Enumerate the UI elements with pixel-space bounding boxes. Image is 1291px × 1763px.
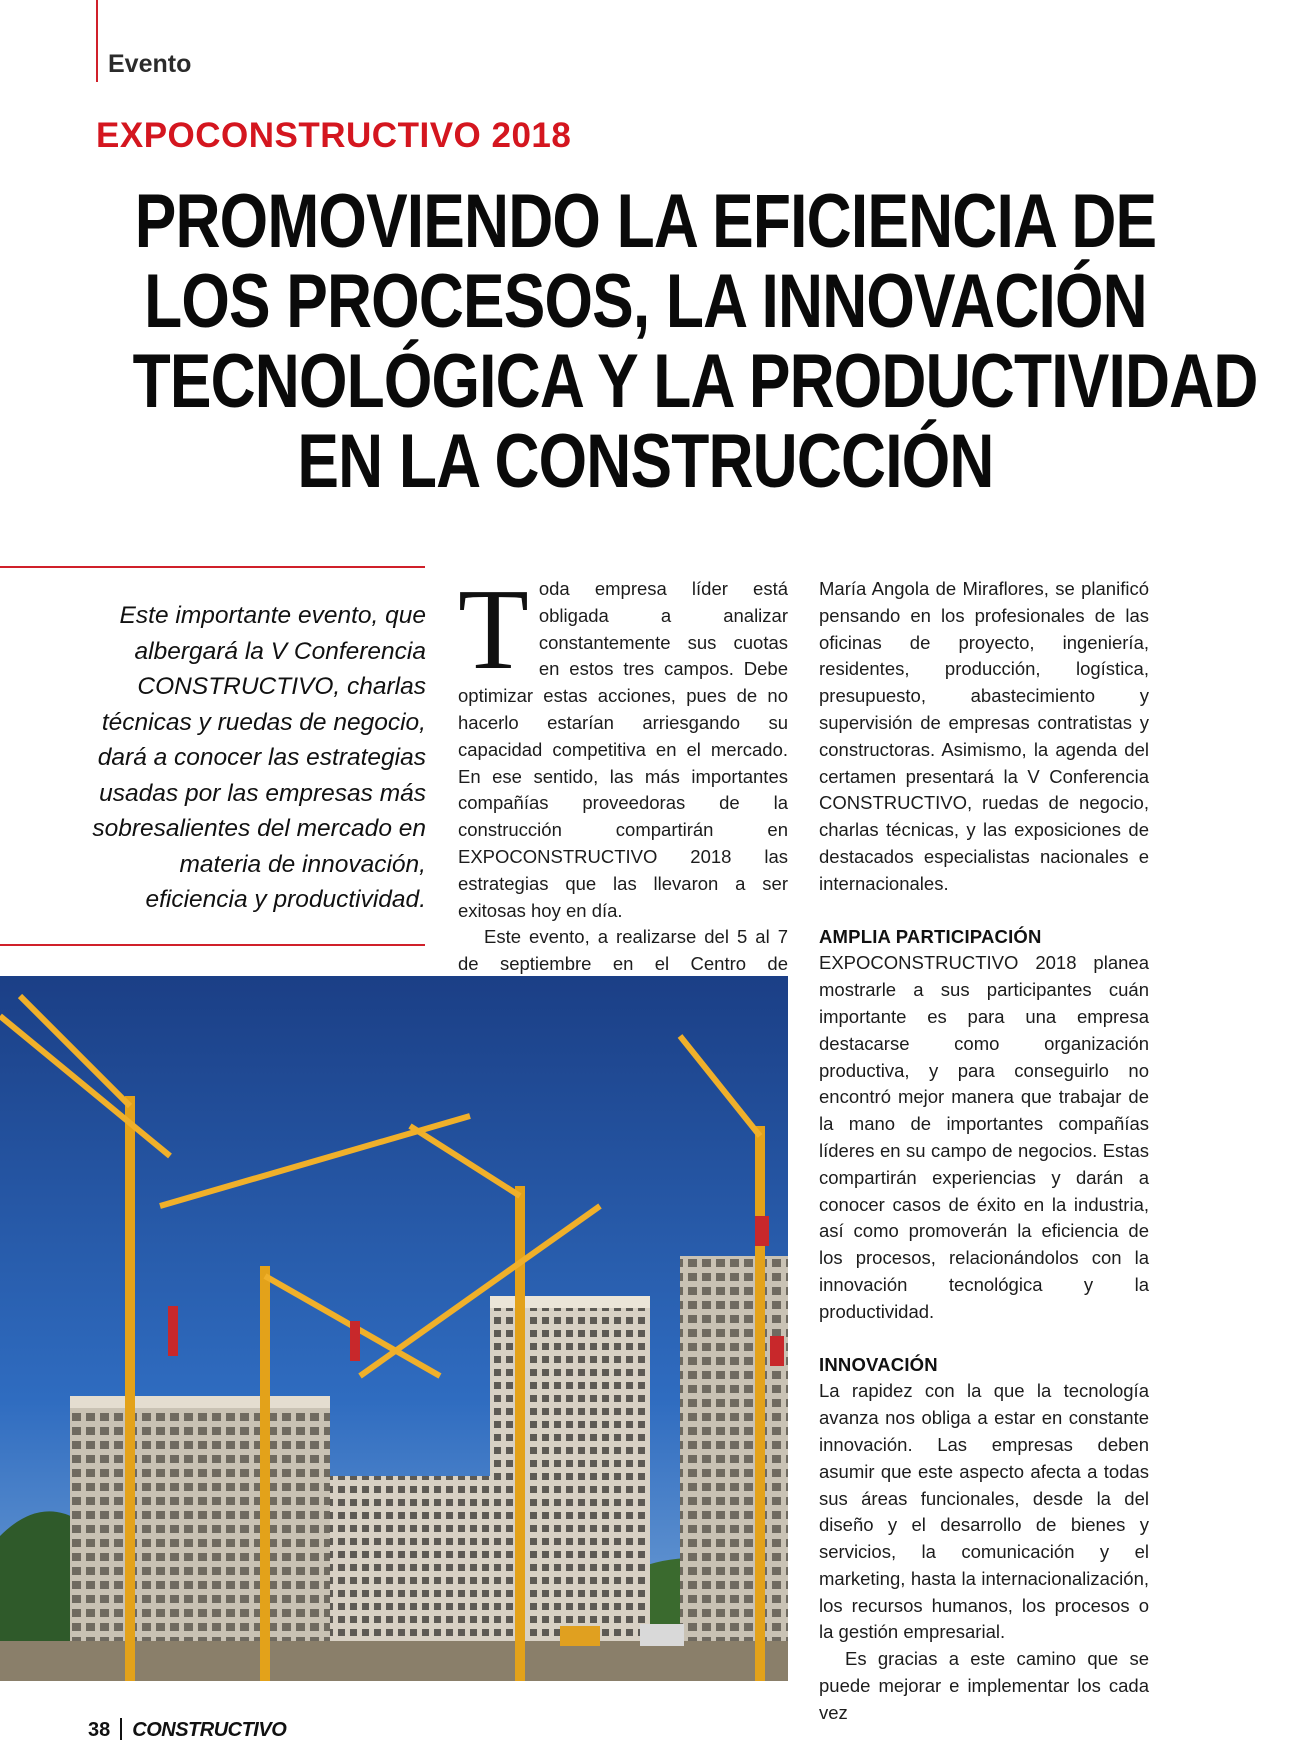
pullquote: Este importante evento, que albergará la V Conferencia CONSTRUCTIVO, charlas técnicas y ruedas de negocio, dará a conocer las estrategias usadas por las empresas más sobresalientes del mercado en materia de innovación, eficiencia y productividad.: [92, 602, 426, 913]
headline-line: EN LA CONSTRUCCIÓN: [297, 419, 994, 504]
headline-line: LOS PROCESOS, LA INNOVACIÓN: [144, 259, 1147, 344]
page-footer: [88, 1718, 286, 1742]
body-column-middle: [458, 566, 788, 1005]
dropcap: T: [458, 566, 529, 694]
subhead-innovation: INNOVACIÓN: [819, 1353, 938, 1375]
body-paragraph: La rapidez con la que la tecnología avanza nos obliga a estar en constante innovación. Las empresas deben asumir que este aspecto afecta a todas sus áreas funcionales, desde la del diseño y el desarrollo de bienes y servicios, la comunicación y el marketing, hasta la internacionalización, los recursos humanos, los procesos o la gestión empresarial.: [819, 1380, 1149, 1643]
section-label: Evento: [108, 50, 192, 78]
magazine-name: CONSTRUCTIVO: [132, 1719, 287, 1741]
pullquote-rule-bottom: [0, 944, 425, 946]
subhead-participation: AMPLIA PARTICIPACIÓN: [819, 925, 1042, 947]
pullquote-rule-top: [0, 566, 425, 568]
headline-line: TECNOLÓGICA Y LA PRODUCTIVIDAD: [132, 339, 1258, 424]
body-paragraph: EXPOCONSTRUCTIVO 2018 planea mostrarle a sus participantes cuán importante es para una empresa destacarse como organización productiva, y para conseguirlo no encontró mejor manera que trabajar de la mano de importantes compañías líderes en su campo de negocios. Estas compartirán experiencias y darán a conocer casos de éxito en la industria, así como promoverán la eficiencia de los procesos, relacionándolos con la innovación tecnológica y la productividad.: [819, 952, 1149, 1322]
body-paragraph: Es gracias a este camino que se puede mejorar e implementar los cada vez: [819, 1648, 1149, 1723]
paragraph-text: oda empresa líder está obligada a analizar constantemente sus cuotas en estos tres campos. Debe optimizar estas acciones, pues de no hacerlo estarían arriesgando su capacidad competitiva en el mercado. En ese sentido, las más importantes compañías proveedoras de la construcción compartirán en EXPOCONSTRUCTIVO 2018 las estrategias que las llevaron a ser exitosas hoy en día.: [458, 578, 788, 921]
construction-scene-image: [0, 976, 788, 1681]
event-kicker: EXPOCONSTRUCTIVO 2018: [96, 116, 572, 155]
body-paragraph: María Angola de Miraflores, se planificó pensando en los profesionales de las oficinas de proyecto, ingeniería, residentes, producción, logística, presupuesto, abastecimiento y supervisión de empresas contratistas y constructoras. Asimismo, la agenda del certamen presentará la V Conferencia CONSTRUCTIVO, ruedas de negocio, charlas técnicas, y las exposiciones de destacados especialistas nacionales e internacionales.: [819, 578, 1149, 894]
headline-line: PROMOVIENDO LA EFICIENCIA DE: [134, 179, 1157, 264]
page-number: 38: [88, 1719, 111, 1741]
body-column-right: [819, 576, 1149, 1727]
body-paragraph: [458, 566, 788, 924]
body-paragraph: Este evento, a realizarse del 5 al 7 de septiembre en el Centro de: [458, 926, 788, 975]
construction-photo: [0, 976, 788, 1681]
footer-separator: [120, 1718, 122, 1740]
section-rule: [96, 0, 98, 82]
headline: [20, 179, 1271, 504]
